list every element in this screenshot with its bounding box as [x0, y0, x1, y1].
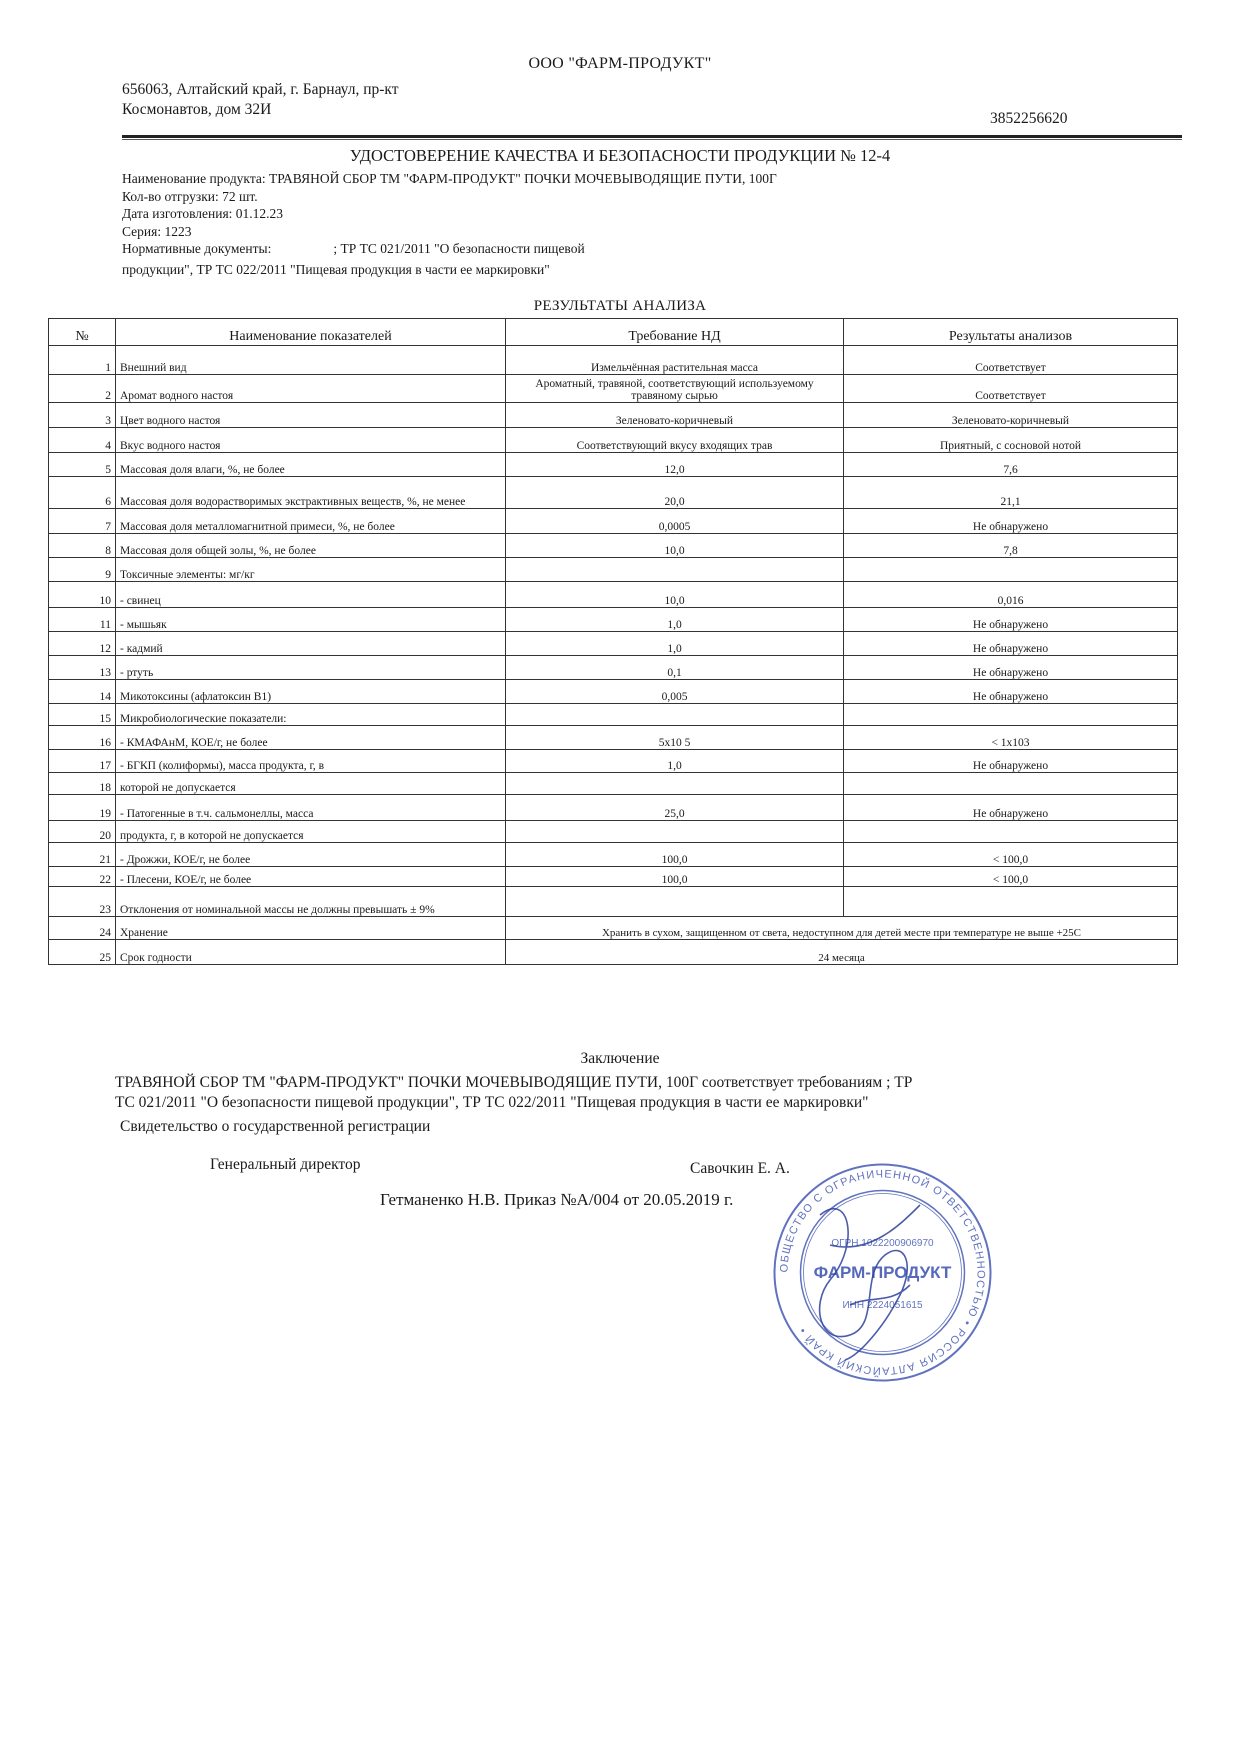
indicator-name: Аромат водного настоя — [116, 375, 506, 403]
indicator-name: - Дрожжи, КОЕ/г, не более — [116, 843, 506, 867]
seal-ogrn: ОГРН 1022200906970 — [831, 1238, 934, 1249]
result-value: Зеленовато-коричневый — [844, 403, 1178, 428]
result-value: Не обнаружено — [844, 795, 1178, 821]
table-row — [49, 887, 1178, 917]
table-row — [49, 375, 1178, 403]
row-number: 2 — [49, 375, 116, 403]
requirement-value: 0,0005 — [506, 509, 844, 534]
indicator-name: Хранение — [116, 917, 506, 940]
row-number: 19 — [49, 795, 116, 821]
table-row — [49, 632, 1178, 656]
result-value: < 1х103 — [844, 726, 1178, 750]
indicator-name: Массовая доля влаги, %, не более — [116, 453, 506, 477]
row-number: 22 — [49, 867, 116, 887]
director-signature — [790, 1185, 950, 1365]
indicator-name: Токсичные элементы: мг/кг — [116, 558, 506, 582]
requirement-value: 100,0 — [506, 843, 844, 867]
row-number: 23 — [49, 887, 116, 917]
requirement-value: 1,0 — [506, 750, 844, 773]
indicator-name: Цвет водного настоя — [116, 403, 506, 428]
requirement-value: 5х10 5 — [506, 726, 844, 750]
column-header-requirement: Требование НД — [506, 319, 844, 346]
result-value: 0,016 — [844, 582, 1178, 608]
company-name: ООО "ФАРМ-ПРОДУКТ" — [528, 55, 712, 72]
row-number: 10 — [49, 582, 116, 608]
result-value: < 100,0 — [844, 867, 1178, 887]
requirement-value: 0,005 — [506, 680, 844, 704]
row-number: 8 — [49, 534, 116, 558]
table-row — [49, 750, 1178, 773]
column-header-indicator: Наименование показателей — [116, 319, 506, 346]
row-number: 15 — [49, 704, 116, 726]
indicator-name: - КМАФАнМ, КОЕ/г, не более — [116, 726, 506, 750]
row-number: 7 — [49, 509, 116, 534]
normative-docs — [122, 240, 777, 258]
results-title: РЕЗУЛЬТАТЫ АНАЛИЗА — [533, 298, 707, 314]
table-row — [49, 795, 1178, 821]
table-row — [49, 843, 1178, 867]
requirement-value: Ароматный, травяной, соответствующий используемому травяному сырью — [506, 375, 844, 403]
column-header-number: № — [49, 319, 116, 346]
requirement-value: Соответствующий вкусу входящих трав — [506, 428, 844, 453]
indicator-name: - ртуть — [116, 656, 506, 680]
result-value: Не обнаружено — [844, 680, 1178, 704]
order-line: Гетманенко Н.В. Приказ №А/004 от 20.05.2019 г. — [380, 1190, 734, 1209]
table-row — [49, 821, 1178, 843]
indicator-name: Срок годности — [116, 940, 506, 965]
indicator-name: которой не допускается — [116, 773, 506, 795]
table-row — [49, 453, 1178, 477]
table-row — [49, 867, 1178, 887]
result-value — [844, 821, 1178, 843]
result-value: 7,6 — [844, 453, 1178, 477]
requirement-value — [506, 558, 844, 582]
result-value — [844, 704, 1178, 726]
indicator-name: Массовая доля общей золы, %, не более — [116, 534, 506, 558]
table-row — [49, 428, 1178, 453]
conclusion-line-2: ТС 021/2011 "О безопасности пищевой продукции", ТР ТС 022/2011 "Пищевая продукция в части ее маркировки" — [115, 1094, 869, 1111]
indicator-name: - Плесени, КОЕ/г, не более — [116, 867, 506, 887]
series: Серия: 1223 — [122, 223, 192, 239]
normative-docs-line-1: ; ТР ТС 021/2011 "О безопасности пищевой — [333, 241, 585, 256]
indicator-name: Внешний вид — [116, 346, 506, 375]
table-row — [49, 477, 1178, 509]
requirement-value: 25,0 — [506, 795, 844, 821]
certificate-title: УДОСТОВЕРЕНИЕ КАЧЕСТВА И БЕЗОПАСНОСТИ ПРОДУКЦИИ № 12-4 — [349, 146, 891, 165]
row-number: 4 — [49, 428, 116, 453]
seal-center-text: ФАРМ-ПРОДУКТ — [813, 1263, 952, 1282]
result-value: 21,1 — [844, 477, 1178, 509]
result-value: < 100,0 — [844, 843, 1178, 867]
director-label: Генеральный директор — [210, 1156, 361, 1173]
table-row — [49, 773, 1178, 795]
table-row — [49, 940, 1178, 965]
conclusion-title: Заключение — [580, 1050, 660, 1067]
indicator-name: - свинец — [116, 582, 506, 608]
requirement-value — [506, 773, 844, 795]
row-number: 25 — [49, 940, 116, 965]
requirement-value — [506, 821, 844, 843]
conclusion-line-1: ТРАВЯНОЙ СБОР ТМ "ФАРМ-ПРОДУКТ" ПОЧКИ МОЧЕВЫВОДЯЩИЕ ПУТИ, 100Г соответствует требованиям ; ТР — [115, 1074, 913, 1091]
result-value — [844, 558, 1178, 582]
shipment-quantity: Кол-во отгрузки: 72 шт. — [122, 188, 258, 204]
table-row — [49, 608, 1178, 632]
row-number: 14 — [49, 680, 116, 704]
requirement-value: 100,0 — [506, 867, 844, 887]
result-value: Не обнаружено — [844, 750, 1178, 773]
results-table — [48, 318, 1178, 965]
requirement-value — [506, 704, 844, 726]
table-row — [49, 656, 1178, 680]
row-number: 5 — [49, 453, 116, 477]
requirement-value — [506, 887, 844, 917]
conclusion-text — [115, 1073, 912, 1113]
table-row — [49, 704, 1178, 726]
table-row — [49, 917, 1178, 940]
requirement-value: 1,0 — [506, 632, 844, 656]
address-line-1: 656063, Алтайский край, г. Барнаул, пр-кт — [122, 81, 399, 98]
product-meta — [122, 170, 777, 278]
director-name: Савочкин Е. А. — [690, 1160, 790, 1177]
indicator-name: - кадмий — [116, 632, 506, 656]
result-value — [844, 887, 1178, 917]
table-row — [49, 726, 1178, 750]
header-divider-thin — [122, 139, 1182, 140]
product-name: Наименование продукта: ТРАВЯНОЙ СБОР ТМ "ФАРМ-ПРОДУКТ" ПОЧКИ МОЧЕВЫВОДЯЩИЕ ПУТИ, 100Г — [122, 171, 777, 186]
table-row — [49, 558, 1178, 582]
requirement-value: 10,0 — [506, 534, 844, 558]
indicator-name: Микотоксины (афлатоксин В1) — [116, 680, 506, 704]
row-number: 12 — [49, 632, 116, 656]
row-number: 21 — [49, 843, 116, 867]
row-number: 6 — [49, 477, 116, 509]
indicator-name: - БГКП (колиформы), масса продукта, г, в — [116, 750, 506, 773]
row-number: 11 — [49, 608, 116, 632]
row-number: 20 — [49, 821, 116, 843]
result-value: Не обнаружено — [844, 509, 1178, 534]
requirement-value: 10,0 — [506, 582, 844, 608]
requirement-value: 12,0 — [506, 453, 844, 477]
indicator-name: Микробиологические показатели: — [116, 704, 506, 726]
table-header-row — [49, 319, 1178, 346]
seal-outer-text: ОБЩЕСТВО С ОГРАНИЧЕННОЙ ОТВЕТСТВЕННОСТЬЮ • РОССИЯ АЛТАЙСКИЙ КРАЙ • — [778, 1168, 987, 1377]
indicator-name: - мышьяк — [116, 608, 506, 632]
address-line-2: Космонавтов, дом 32И — [122, 101, 272, 118]
result-value — [844, 773, 1178, 795]
seal-inn: ИНН 2224051615 — [842, 1300, 923, 1311]
table-row — [49, 403, 1178, 428]
result-value: Соответствует — [844, 375, 1178, 403]
company-phone: 3852256620 — [990, 110, 1068, 127]
manufacture-date: Дата изготовления: 01.12.23 — [122, 206, 284, 221]
indicator-name: Массовая доля водорастворимых экстрактивных веществ, %, не менее — [116, 477, 506, 509]
indicator-name: Вкус водного настоя — [116, 428, 506, 453]
row-number: 9 — [49, 558, 116, 582]
table-row — [49, 509, 1178, 534]
indicator-name: Массовая доля металломагнитной примеси, %, не более — [116, 509, 506, 534]
row-number: 13 — [49, 656, 116, 680]
result-value: Соответствует — [844, 346, 1178, 375]
result-value: 7,8 — [844, 534, 1178, 558]
table-row — [49, 346, 1178, 375]
indicator-name: продукта, г, в которой не допускается — [116, 821, 506, 843]
result-value: Не обнаружено — [844, 656, 1178, 680]
table-row — [49, 680, 1178, 704]
result-value: Не обнаружено — [844, 632, 1178, 656]
requirement-value: 20,0 — [506, 477, 844, 509]
row-number: 18 — [49, 773, 116, 795]
company-address — [122, 80, 399, 120]
indicator-name: - Патогенные в т.ч. сальмонеллы, масса — [116, 795, 506, 821]
table-row — [49, 582, 1178, 608]
indicator-name: Отклонения от номинальной массы не должны превышать ± 9% — [116, 887, 506, 917]
row-number: 1 — [49, 346, 116, 375]
row-number: 3 — [49, 403, 116, 428]
merged-requirement-result: Хранить в сухом, защищенном от света, недоступном для детей месте при температуре не выше +25С — [506, 917, 1178, 940]
table-row — [49, 534, 1178, 558]
normative-docs-label: Нормативные документы: — [122, 241, 272, 256]
header-divider — [122, 135, 1182, 138]
requirement-value: 1,0 — [506, 608, 844, 632]
row-number: 17 — [49, 750, 116, 773]
requirement-value: Измельчённая растительная масса — [506, 346, 844, 375]
normative-docs-line-2: продукции", ТР ТС 022/2011 "Пищевая продукция в части ее маркировки" — [122, 261, 550, 277]
result-value: Не обнаружено — [844, 608, 1178, 632]
merged-requirement-result: 24 месяца — [506, 940, 1178, 965]
row-number: 24 — [49, 917, 116, 940]
requirement-value: 0,1 — [506, 656, 844, 680]
requirement-value: Зеленовато-коричневый — [506, 403, 844, 428]
column-header-result: Результаты анализов — [844, 319, 1178, 346]
result-value: Приятный, с сосновой нотой — [844, 428, 1178, 453]
row-number: 16 — [49, 726, 116, 750]
registration-certificate: Свидетельство о государственной регистрации — [120, 1118, 431, 1135]
